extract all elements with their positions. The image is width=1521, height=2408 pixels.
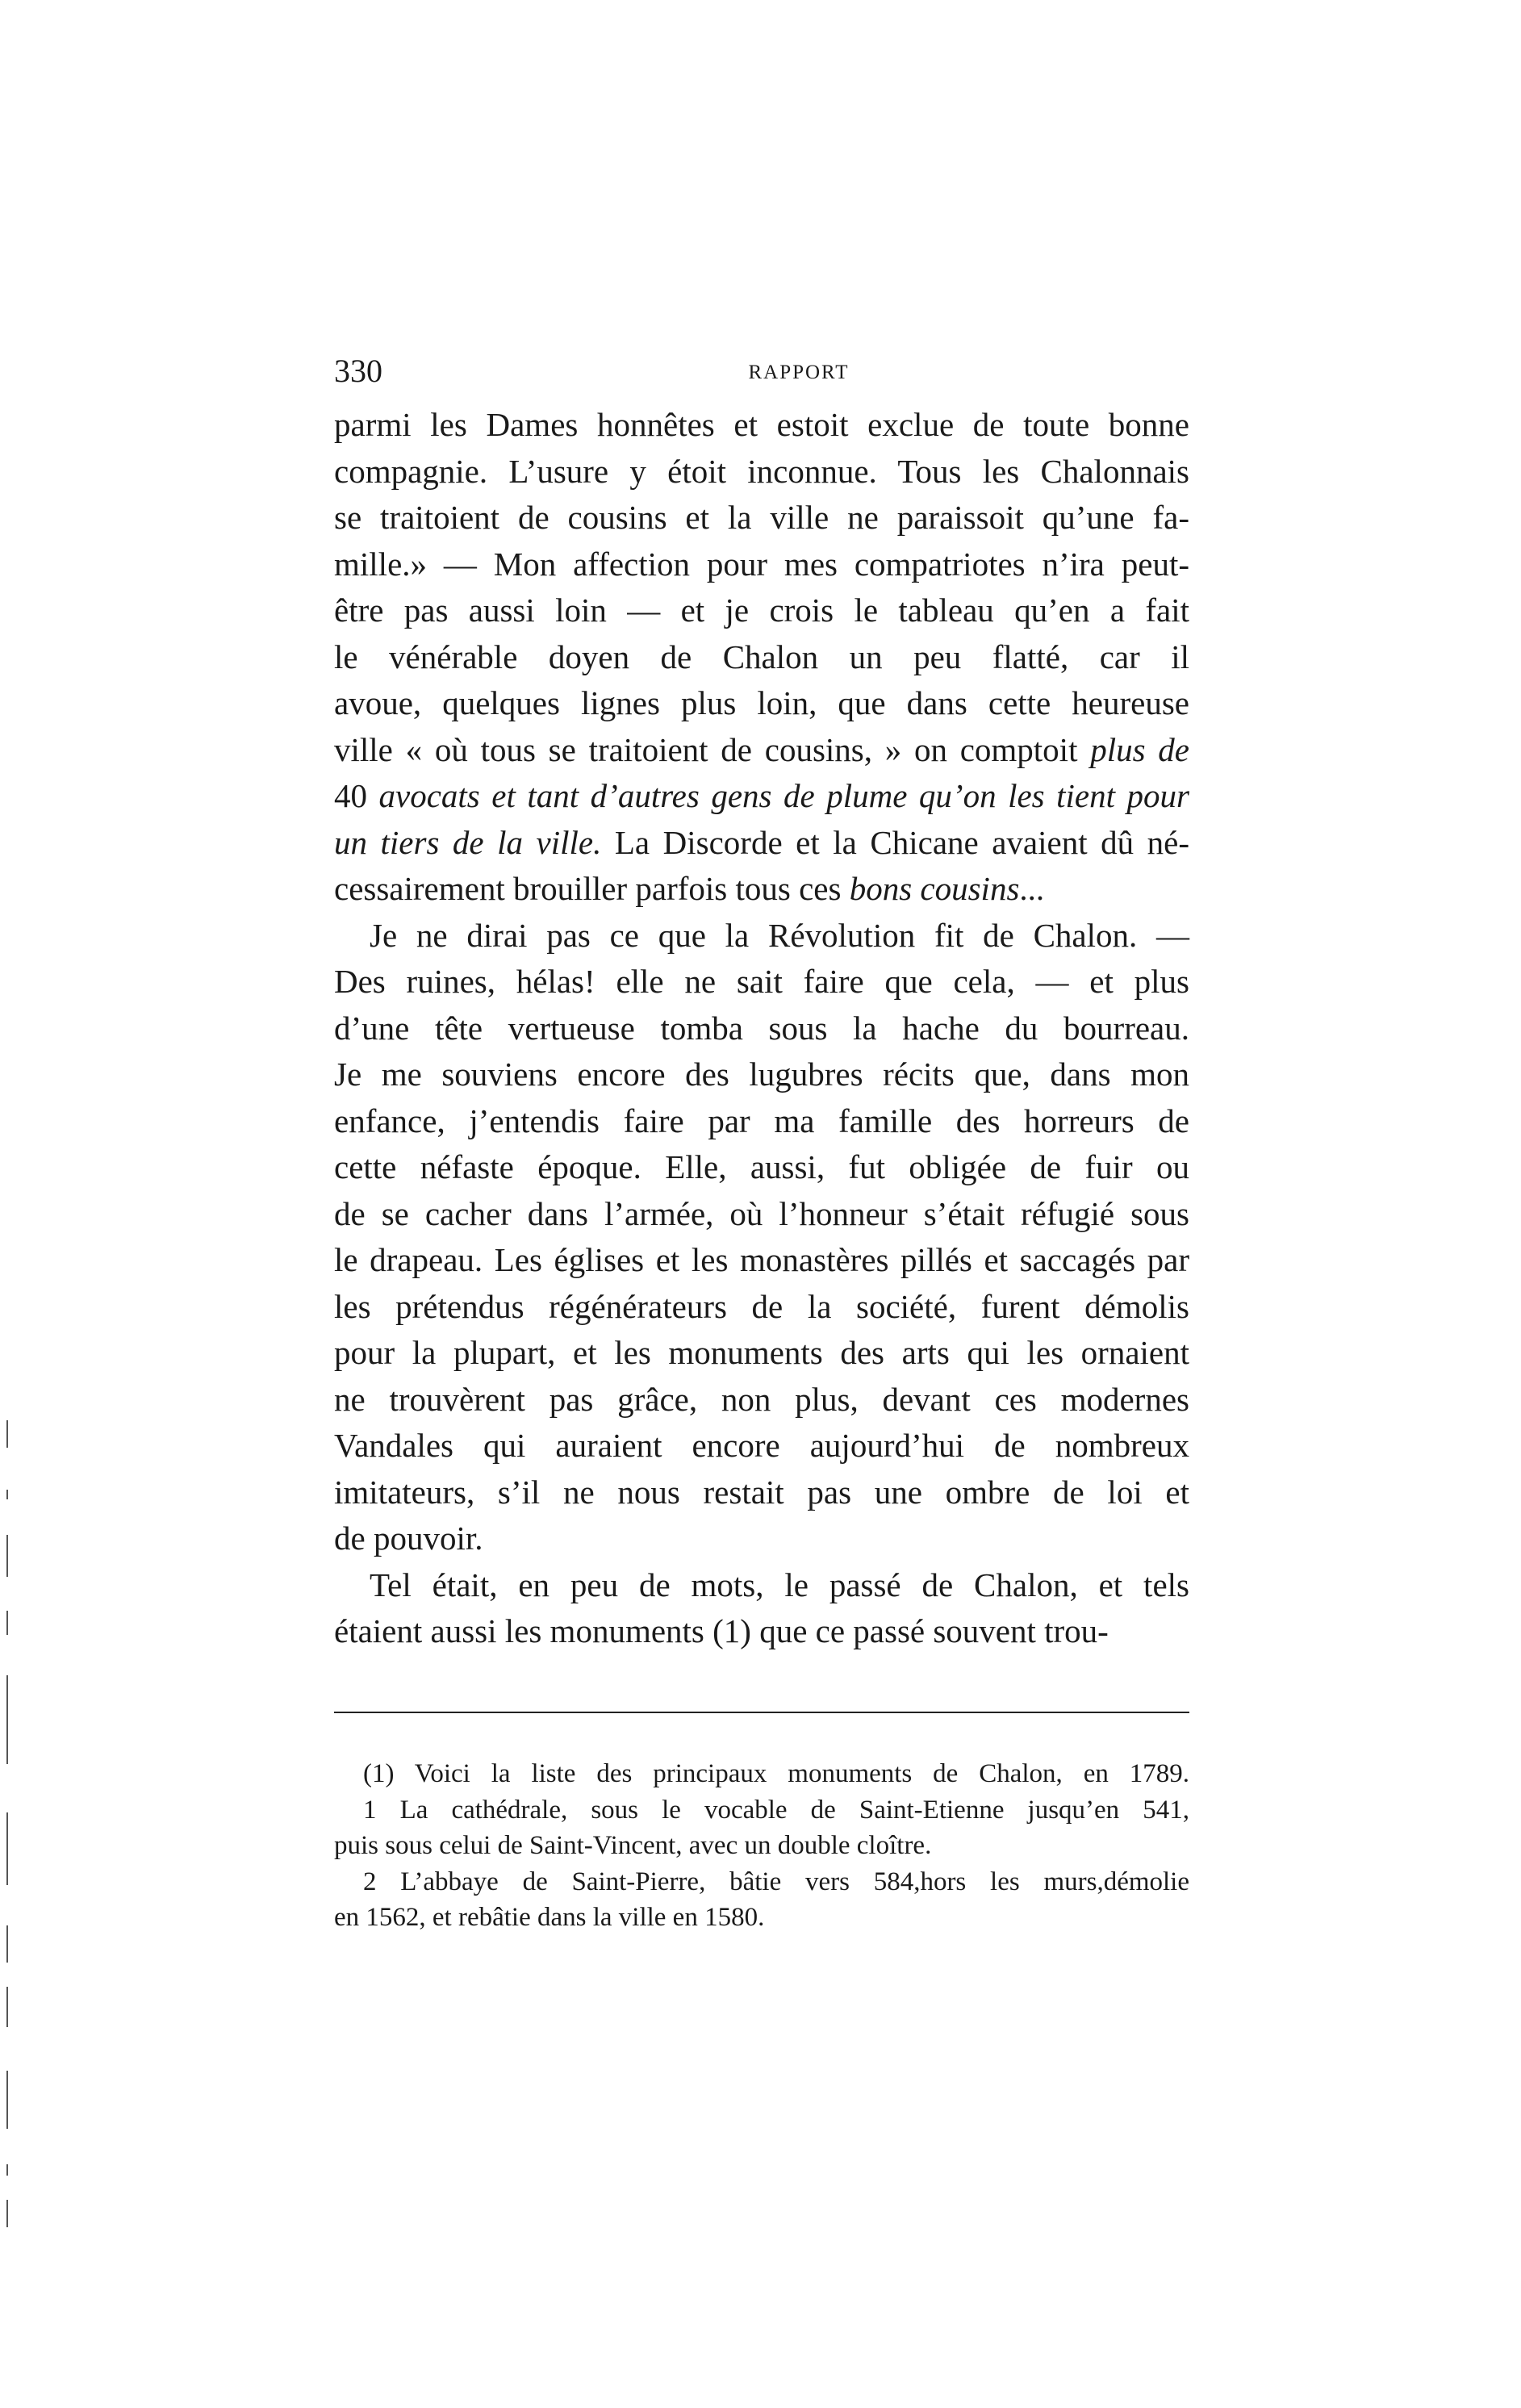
- text-line: [334, 1191, 1189, 1238]
- text-line: [334, 866, 1189, 913]
- italic-text: un tiers de la ville.: [334, 823, 602, 861]
- text-line: [334, 1098, 1189, 1145]
- text-line: [334, 1284, 1189, 1331]
- scan-edge-marks: [5, 1420, 10, 2243]
- text-run: être pas aussi loin — et je crois le tableau qu’en a fait: [334, 592, 1189, 629]
- text-run: cessairement brouiller parfois tous ces: [334, 870, 850, 907]
- text-run: étaient aussi les monuments (1) que ce passé souvent trou-: [334, 1612, 1109, 1649]
- text-run: de se cacher dans l’armée, où l’honneur s’était réfugié sous: [334, 1194, 1189, 1232]
- text-run: parmi les Dames honnêtes et estoit exclue de toute bonne: [334, 406, 1189, 443]
- text-line: [334, 1237, 1189, 1284]
- page-header: [334, 347, 1189, 395]
- footnote-line: en 1562, et rebâtie dans la ville en 1580.: [334, 1903, 765, 1932]
- text-run: se traitoient de cousins et la ville ne paraissoit qu’une fa-: [334, 499, 1189, 536]
- text-line: [334, 959, 1189, 1005]
- text-line: [334, 680, 1189, 727]
- text-line: [334, 1469, 1189, 1516]
- footnote-line: 1 La cathédrale, sous le vocable de Saint-Etienne jusqu’en 541,: [363, 1795, 1189, 1825]
- text-line: [334, 1144, 1189, 1191]
- text-run: les prétendus régénérateurs de la société, furent démolis: [334, 1287, 1189, 1325]
- body-text: [334, 402, 1189, 1655]
- text-line: [334, 913, 1189, 959]
- page-number: 330: [334, 353, 382, 389]
- text-run: ne trouvèrent pas grâce, non plus, devant ces modernes: [334, 1380, 1189, 1418]
- text-run: ...: [1019, 870, 1045, 907]
- italic-text: avocats et tant d’autres gens de plume qu’on les tient pour: [378, 777, 1189, 814]
- text-run: pour la plupart, et les monuments des arts qui les ornaient: [334, 1334, 1189, 1371]
- text-line: [334, 727, 1189, 774]
- text-line: [334, 587, 1189, 634]
- text-line: [334, 820, 1189, 867]
- text-line: [334, 541, 1189, 588]
- text-run: La Discorde et la Chicane avaient dû né-: [601, 823, 1189, 861]
- text-run: de pouvoir.: [334, 1520, 483, 1557]
- text-run: le drapeau. Les églises et les monastères pillés et saccagés par: [334, 1241, 1189, 1278]
- text-run: 40: [334, 777, 379, 814]
- text-run: compagnie. L’usure y étoit inconnue. Tous les Chalonnais: [334, 452, 1189, 490]
- text-run: Tel était, en peu de mots, le passé de Chalon, et tels: [370, 1566, 1189, 1603]
- text-line: [334, 495, 1189, 541]
- text-line: [334, 1608, 1189, 1655]
- text-run: Je me souviens encore des lugubres récits que, dans mon: [334, 1056, 1189, 1093]
- text-line: [334, 773, 1189, 820]
- text-run: avoue, quelques lignes plus loin, que dans cette heureuse: [334, 684, 1189, 721]
- text-line: [334, 634, 1189, 681]
- text-run: Je ne dirai pas ce que la Révolution fit de Chalon. —: [370, 916, 1189, 954]
- text-run: imitateurs, s’il ne nous restait pas une ombre de loi et: [334, 1473, 1189, 1511]
- text-line: [334, 1051, 1189, 1098]
- footnote-line: (1) Voici la liste des principaux monuments de Chalon, en 1789.: [363, 1759, 1189, 1788]
- running-head: RAPPORT: [748, 362, 850, 383]
- text-line: [334, 402, 1189, 449]
- text-run: le vénérable doyen de Chalon un peu flatté, car il: [334, 638, 1189, 675]
- text-line: [334, 1423, 1189, 1469]
- text-run: Des ruines, hélas! elle ne sait faire que cela, — et plus: [334, 963, 1189, 1000]
- text-run: ville « où tous se traitoient de cousins, » on comptoit: [334, 730, 1091, 768]
- footnote-rule: [334, 1712, 1189, 1713]
- text-line: [334, 1562, 1189, 1609]
- text-run: Vandales qui auraient encore aujourd’hui de nombreux: [334, 1427, 1189, 1464]
- footnotes: [334, 1756, 1189, 1936]
- text-line: [334, 1005, 1189, 1052]
- text-run: enfance, j’entendis faire par ma famille des horreurs de: [334, 1102, 1189, 1139]
- italic-text: bons cousins: [849, 870, 1020, 907]
- text-line: [334, 1330, 1189, 1377]
- footnote-line: 2 L’abbaye de Saint-Pierre, bâtie vers 584,hors les murs,démolie: [363, 1867, 1189, 1896]
- footnote-line: puis sous celui de Saint-Vincent, avec un double cloître.: [334, 1831, 932, 1860]
- italic-text: plus de: [1090, 730, 1190, 768]
- text-run: d’une tête vertueuse tomba sous la hache du bourreau.: [334, 1009, 1189, 1047]
- text-run: mille.» — Mon affection pour mes compatriotes n’ira peut-: [334, 545, 1189, 583]
- text-line: [334, 449, 1189, 495]
- text-line: [334, 1515, 1189, 1562]
- text-run: cette néfaste époque. Elle, aussi, fut obligée de fuir ou: [334, 1148, 1189, 1185]
- text-line: [334, 1377, 1189, 1423]
